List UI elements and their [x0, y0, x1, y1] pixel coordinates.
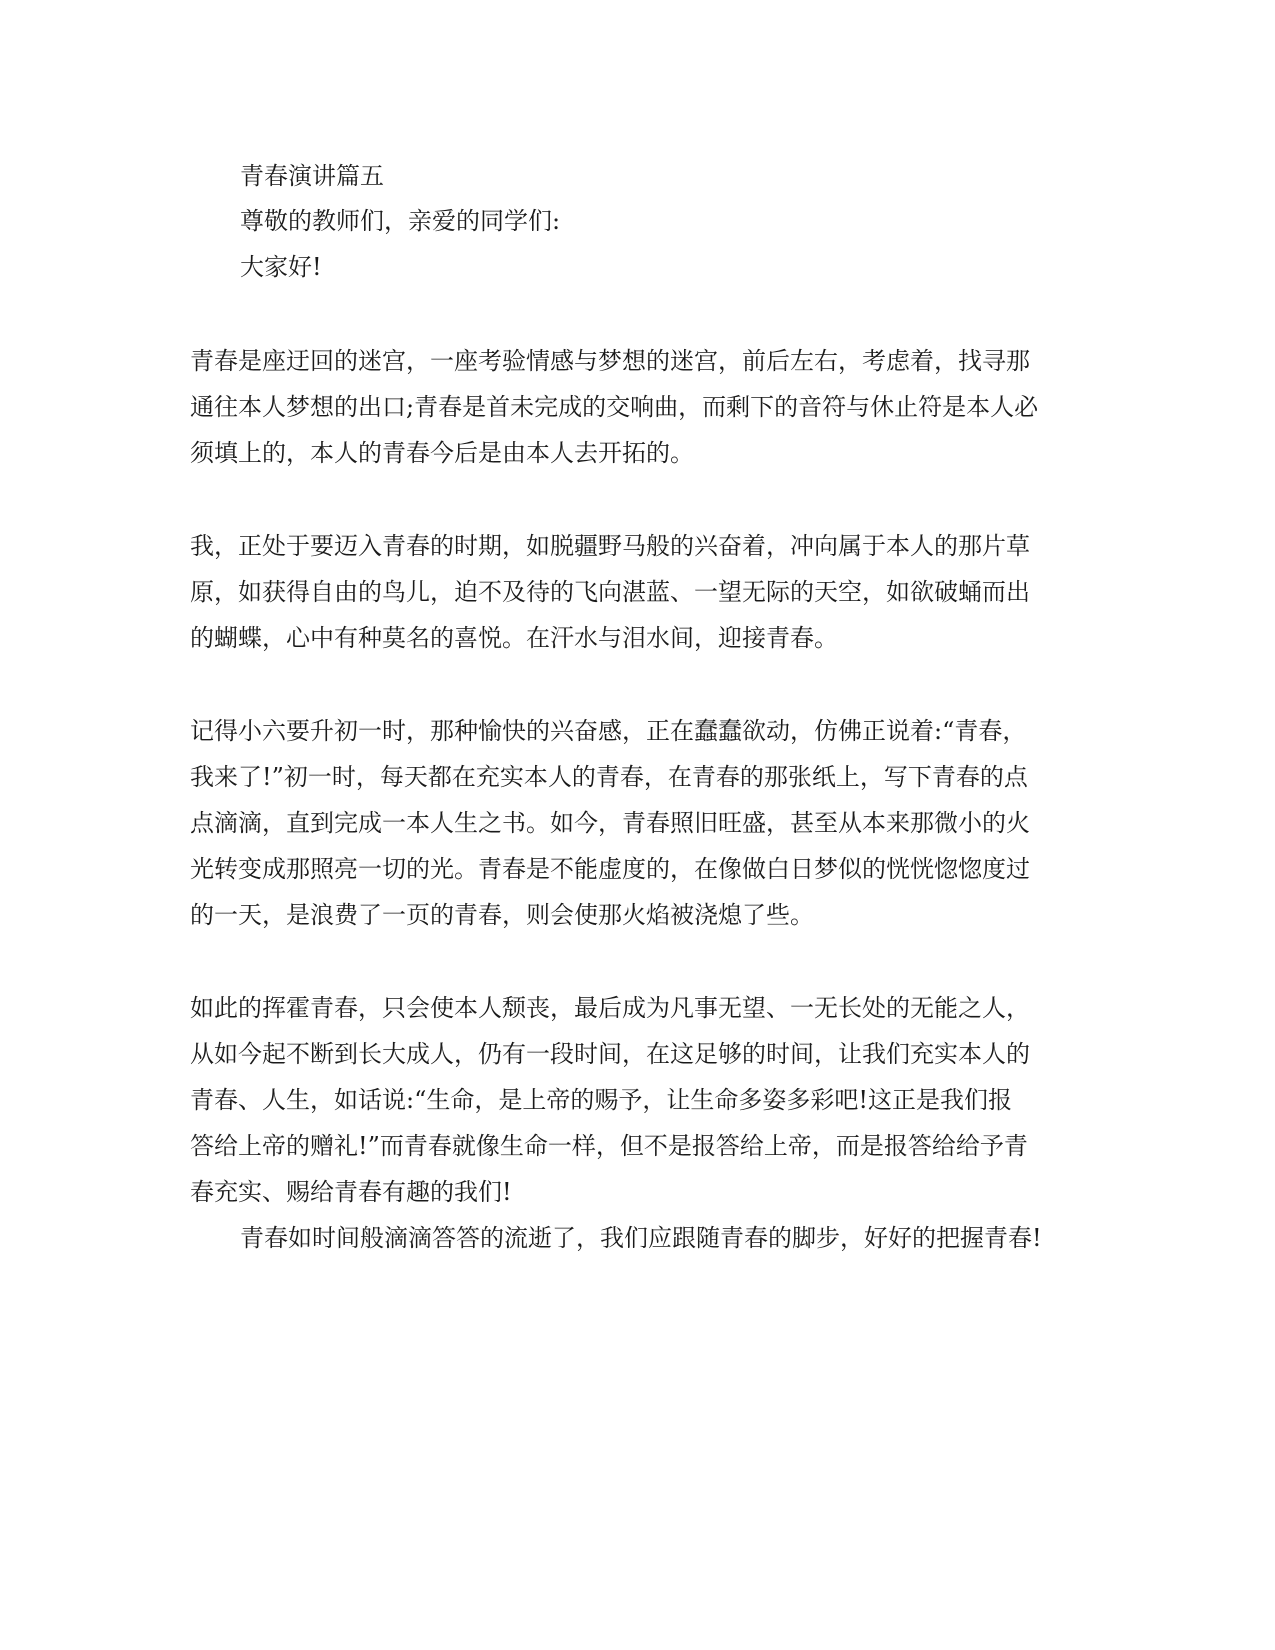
closing-line: 青春如时间般滴滴答答的流逝了，我们应跟随青春的脚步，好好的把握青春!: [240, 1224, 1042, 1252]
greeting: 大家好!: [240, 253, 322, 281]
paragraph-line: 我，正处于要迈入青春的时期，如脱疆野马般的兴奋着，冲向属于本人的那片草: [190, 532, 1030, 560]
paragraph-line: 我来了!”初一时，每天都在充实本人的青春，在青春的那张纸上，写下青春的点: [190, 763, 1028, 791]
paragraph-line: 青春、人生，如话说:“生命，是上帝的赐予，让生命多姿多彩吧!这正是我们报: [190, 1086, 1012, 1114]
paragraph-line: 春充实、赐给青春有趣的我们!: [190, 1178, 512, 1206]
paragraph-line: 须填上的，本人的青春今后是由本人去开拓的。: [190, 439, 694, 467]
paragraph-line: 通往本人梦想的出口;青春是首未完成的交响曲，而剩下的音符与休止符是本人必: [190, 393, 1039, 421]
paragraph-line: 答给上帝的赠礼!”而青春就像生命一样，但不是报答给上帝，而是报答给给予青: [190, 1132, 1028, 1160]
paragraph-line: 点滴滴，直到完成一本人生之书。如今，青春照旧旺盛，甚至从本来那微小的火: [190, 809, 1030, 837]
document-title: 青春演讲篇五: [240, 162, 384, 190]
paragraph-line: 原，如获得自由的鸟儿，迫不及待的飞向湛蓝、一望无际的天空，如欲破蛹而出: [190, 578, 1030, 606]
paragraph-line: 光转变成那照亮一切的光。青春是不能虚度的，在像做白日梦似的恍恍惚惚度过: [190, 855, 1030, 883]
paragraph-line: 的一天，是浪费了一页的青春，则会使那火焰被浇熄了些。: [190, 901, 814, 929]
salutation: 尊敬的教师们，亲爱的同学们:: [240, 207, 561, 235]
paragraph-line: 记得小六要升初一时，那种愉快的兴奋感，正在蠢蠢欲动，仿佛正说着:“青春，: [190, 717, 1027, 745]
paragraph-line: 的蝴蝶，心中有种莫名的喜悦。在汗水与泪水间，迎接青春。: [190, 624, 838, 652]
paragraph-line: 如此的挥霍青春，只会使本人颓丧，最后成为凡事无望、一无长处的无能之人，: [190, 994, 1030, 1022]
paragraph-line: 青春是座迂回的迷宫，一座考验情感与梦想的迷宫，前后左右，考虑着，找寻那: [190, 347, 1030, 375]
paragraph-line: 从如今起不断到长大成人，仍有一段时间，在这足够的时间，让我们充实本人的: [190, 1040, 1030, 1068]
